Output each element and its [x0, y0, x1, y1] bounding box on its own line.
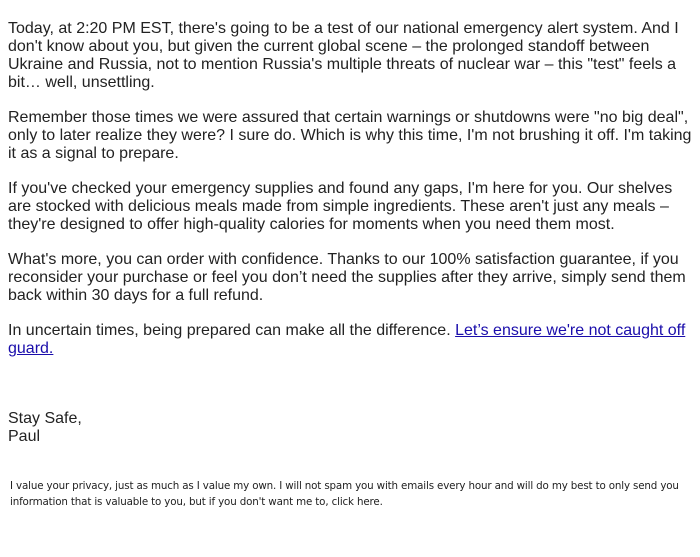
unsubscribe-link[interactable]: click here.: [331, 496, 383, 508]
email-body: [8, 20, 692, 463]
closing-text: In uncertain times, being prepared can make all the difference.: [8, 322, 451, 339]
privacy-text: I value your privacy, just as much as I value my own. I will not spam you with emails every hour and will do my best to only send you information that is valuable to you, but if you don't want me to,: [10, 480, 679, 508]
privacy-footer: [10, 478, 692, 510]
order-link[interactable]: Let’s ensure we're not caught off guard.: [8, 322, 686, 357]
email-paragraph-1: Today, at 2:20 PM EST, there's going to be a test of our national emergency alert system. And I don't know about you, but given the current global scene – the prolonged standoff between Ukraine and Russia, not to mention Russia's multiple threats of nuclear war – this "test" feels a bit… well, unsettling.: [8, 20, 679, 91]
email-paragraph-4: What's more, you can order with confidence. Thanks to our 100% satisfaction guarantee, if you reconsider your purchase or feel you don’t need the supplies after they arrive, simply send them back within 30 days for a full refund.: [8, 251, 686, 304]
signature-name: Paul: [8, 428, 41, 445]
signoff-block: [8, 410, 692, 446]
email-closing-paragraph: [8, 322, 692, 358]
email-paragraph-3: If you've checked your emergency supplies and found any gaps, I'm here for you. Our shelves are stocked with delicious meals made from simple ingredients. These aren't just any meals – they're designed to offer high-quality calories for moments when you need them most.: [8, 180, 673, 233]
signoff-text: Stay Safe,: [8, 410, 82, 427]
email-paragraph-2: Remember those times we were assured that certain warnings or shutdowns were "no big deal", only to later realize they were? I sure do. Which is why this time, I'm not brushing it off. I'm taking it as a signal to prepare.: [8, 109, 692, 162]
